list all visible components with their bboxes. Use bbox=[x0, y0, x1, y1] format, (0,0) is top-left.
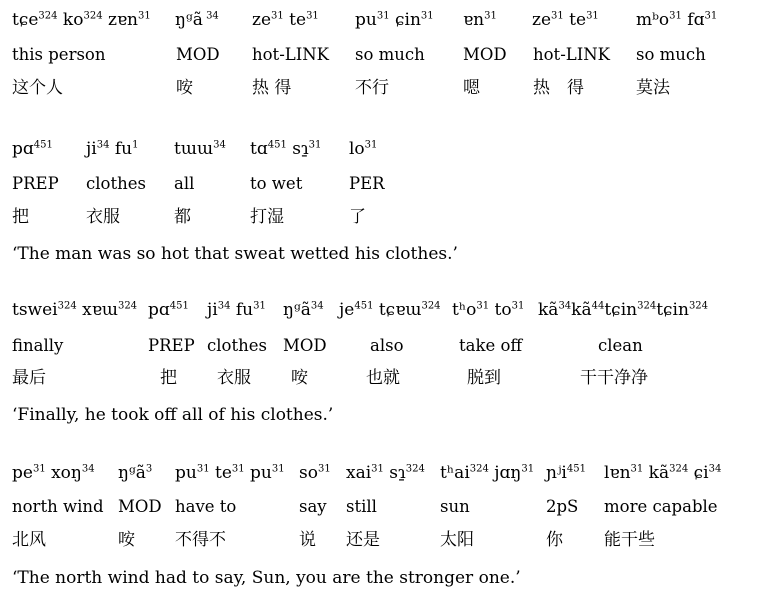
phonetic-word bbox=[339, 302, 441, 319]
phonetic-segment: to bbox=[489, 300, 512, 320]
tone-number: 31 bbox=[420, 10, 434, 22]
phonetic-word bbox=[118, 465, 152, 482]
tone-number: 451 bbox=[267, 139, 287, 151]
tone-number: 1 bbox=[132, 139, 139, 151]
phonetic-segment: ɐn bbox=[463, 10, 485, 30]
gloss-word: so much bbox=[636, 45, 706, 64]
gloss-word: have to bbox=[175, 497, 237, 516]
phonetic-segment: kã bbox=[571, 300, 592, 320]
free-translation: ‘The north wind had to say, Sun, you are the stronger one.’ bbox=[12, 568, 521, 588]
tone-number: 31 bbox=[231, 463, 245, 475]
phonetic-word bbox=[12, 465, 95, 482]
chinese-word: 不行 bbox=[355, 78, 389, 98]
gloss-word: MOD bbox=[463, 45, 507, 64]
phonetic-word bbox=[299, 465, 331, 482]
phonetic-segment: xoŋ bbox=[45, 463, 82, 483]
chinese-word: 热 得 bbox=[533, 78, 584, 98]
gloss-word: 2pS bbox=[546, 497, 579, 516]
phonetic-segment: tʰo bbox=[452, 300, 477, 320]
gloss-word: this person bbox=[12, 45, 106, 64]
chinese-word: 不得不 bbox=[175, 530, 226, 550]
phonetic-segment: jɑŋ bbox=[488, 463, 522, 483]
phonetic-word bbox=[12, 141, 53, 158]
chinese-word: 说 bbox=[299, 530, 316, 550]
gloss-word: PREP bbox=[12, 174, 59, 193]
phonetic-word bbox=[604, 465, 721, 482]
phonetic-segment: mᵇo bbox=[636, 10, 670, 30]
phonetic-segment: je bbox=[339, 300, 355, 320]
phonetic-segment: zɐn bbox=[102, 10, 139, 30]
phonetic-segment: te bbox=[209, 463, 232, 483]
chinese-word: 衣服 bbox=[217, 368, 251, 388]
phonetic-segment: ji bbox=[207, 300, 218, 320]
chinese-word: 咹 bbox=[118, 530, 135, 550]
phonetic-segment: ŋᵍã bbox=[283, 300, 311, 320]
free-translation: ‘The man was so hot that sweat wetted his clothes.’ bbox=[12, 244, 458, 264]
tone-number: 324 bbox=[637, 300, 657, 312]
phonetic-word bbox=[636, 12, 717, 29]
tone-number: 44 bbox=[591, 300, 605, 312]
phonetic-word bbox=[12, 302, 137, 319]
chinese-word: 干干净净 bbox=[580, 368, 648, 388]
phonetic-word bbox=[175, 465, 285, 482]
gloss-word: hot-LINK bbox=[533, 45, 611, 64]
gloss-word: all bbox=[174, 174, 195, 193]
tone-number: 324 bbox=[688, 300, 709, 312]
chinese-word: 咹 bbox=[291, 368, 308, 388]
phonetic-segment: tɕɐɯ bbox=[373, 300, 422, 320]
phonetic-segment: fu bbox=[109, 139, 133, 159]
phonetic-segment: ko bbox=[57, 10, 84, 30]
phonetic-segment: pu bbox=[355, 10, 377, 30]
phonetic-word bbox=[283, 302, 324, 319]
chinese-word: 打湿 bbox=[250, 207, 284, 227]
tone-number: 31 bbox=[630, 463, 644, 475]
phonetic-word bbox=[349, 141, 377, 158]
phonetic-word bbox=[452, 302, 524, 319]
gloss-word: PER bbox=[349, 174, 385, 193]
tone-number: 31 bbox=[586, 10, 599, 22]
phonetic-word bbox=[207, 302, 266, 319]
phonetic-segment: tɕe bbox=[12, 10, 39, 30]
tone-number: 31 bbox=[704, 10, 718, 22]
gloss-word: take off bbox=[459, 336, 523, 355]
tone-number: 31 bbox=[196, 463, 210, 475]
gloss-word: hot-LINK bbox=[252, 45, 330, 64]
chinese-word: 这个人 bbox=[12, 78, 63, 98]
gloss-word: north wind bbox=[12, 497, 104, 516]
tone-number: 324 bbox=[469, 463, 489, 475]
phonetic-word bbox=[532, 12, 599, 29]
tone-number: 31 bbox=[317, 463, 331, 475]
chinese-word: 你 bbox=[546, 530, 563, 550]
chinese-word: 北风 bbox=[12, 530, 46, 550]
phonetic-word bbox=[463, 12, 497, 29]
tone-number: 31 bbox=[371, 463, 384, 475]
chinese-word: 咹 bbox=[176, 78, 193, 98]
phonetic-word bbox=[538, 302, 708, 319]
tone-number: 324 bbox=[117, 300, 138, 312]
tone-number: 31 bbox=[476, 300, 490, 312]
phonetic-segment: pɑ bbox=[12, 139, 34, 159]
phonetic-segment: tswei bbox=[12, 300, 58, 320]
tone-number: 3 bbox=[145, 463, 153, 475]
phonetic-segment: pu bbox=[175, 463, 197, 483]
tone-number: 324 bbox=[669, 463, 689, 475]
phonetic-segment: xɐɯ bbox=[76, 300, 118, 320]
phonetic-segment: te bbox=[283, 10, 307, 30]
tone-number: 31 bbox=[271, 463, 285, 475]
gloss-word: so much bbox=[355, 45, 425, 64]
phonetic-segment: ze bbox=[532, 10, 552, 30]
tone-number: 31 bbox=[32, 463, 46, 475]
phonetic-segment: ŋᵍã bbox=[118, 463, 146, 483]
phonetic-segment: ɲʲi bbox=[546, 463, 567, 483]
phonetic-word bbox=[12, 12, 151, 29]
tone-number: 324 bbox=[57, 300, 77, 312]
phonetic-segment: pu bbox=[244, 463, 272, 483]
phonetic-segment: xai bbox=[346, 463, 372, 483]
tone-number: 34 bbox=[217, 300, 231, 312]
phonetic-segment: lo bbox=[349, 139, 365, 159]
phonetic-segment: fɑ bbox=[681, 10, 705, 30]
phonetic-segment: so bbox=[299, 463, 318, 483]
tone-number: 31 bbox=[376, 10, 390, 22]
tone-number: 324 bbox=[83, 10, 103, 22]
tone-number: 34 bbox=[202, 10, 219, 22]
gloss-word: MOD bbox=[283, 336, 327, 355]
phonetic-word bbox=[86, 141, 138, 158]
tone-number: 31 bbox=[271, 10, 284, 22]
phonetic-segment: tɯɯ bbox=[174, 139, 214, 159]
gloss-word: MOD bbox=[176, 45, 220, 64]
free-translation: ‘Finally, he took off all of his clothes.’ bbox=[12, 405, 334, 425]
phonetic-segment: ŋᵍã bbox=[175, 10, 203, 30]
phonetic-segment: kã bbox=[643, 463, 670, 483]
chinese-word: 把 bbox=[160, 368, 177, 388]
phonetic-word bbox=[346, 465, 425, 482]
chinese-word: 了 bbox=[349, 207, 366, 227]
gloss-word: PREP bbox=[148, 336, 195, 355]
chinese-word: 最后 bbox=[12, 368, 46, 388]
phonetic-word bbox=[250, 141, 321, 158]
tone-number: 451 bbox=[169, 300, 189, 312]
phonetic-segment: pe bbox=[12, 463, 33, 483]
tone-number: 324 bbox=[405, 463, 425, 475]
chinese-word: 都 bbox=[174, 207, 191, 227]
gloss-word: more capable bbox=[604, 497, 718, 516]
phonetic-word bbox=[355, 12, 434, 29]
chinese-word: 脱到 bbox=[467, 368, 501, 388]
gloss-word: MOD bbox=[118, 497, 162, 516]
tone-number: 31 bbox=[306, 10, 319, 22]
chinese-word: 把 bbox=[12, 207, 29, 227]
phonetic-segment: te bbox=[563, 10, 587, 30]
gloss-word: say bbox=[299, 497, 327, 516]
phonetic-segment: tɑ bbox=[250, 139, 268, 159]
phonetic-segment: pɑ bbox=[148, 300, 170, 320]
phonetic-word bbox=[440, 465, 534, 482]
tone-number: 451 bbox=[566, 463, 586, 475]
tone-number: 34 bbox=[81, 463, 95, 475]
phonetic-segment: kã bbox=[538, 300, 559, 320]
tone-number: 31 bbox=[308, 139, 322, 151]
phonetic-segment: ɕin bbox=[389, 10, 421, 30]
chinese-word: 太阳 bbox=[440, 530, 474, 550]
gloss-word: also bbox=[370, 336, 404, 355]
gloss-word: to wet bbox=[250, 174, 303, 193]
chinese-word: 热 得 bbox=[252, 78, 292, 98]
tone-number: 34 bbox=[558, 300, 572, 312]
phonetic-segment: sɿ̱ bbox=[383, 463, 406, 483]
phonetic-segment: ɕi bbox=[688, 463, 709, 483]
phonetic-segment: tʰai bbox=[440, 463, 470, 483]
chinese-word: 衣服 bbox=[86, 207, 120, 227]
tone-number: 31 bbox=[364, 139, 378, 151]
gloss-word: clean bbox=[598, 336, 643, 355]
tone-number: 34 bbox=[708, 463, 722, 475]
phonetic-segment: tɕin bbox=[656, 300, 689, 320]
chinese-word: 能干些 bbox=[604, 530, 655, 550]
tone-number: 31 bbox=[551, 10, 564, 22]
tone-number: 451 bbox=[354, 300, 374, 312]
chinese-word: 莫法 bbox=[636, 78, 670, 98]
phonetic-word bbox=[175, 12, 219, 29]
gloss-word: clothes bbox=[207, 336, 267, 355]
tone-number: 31 bbox=[484, 10, 497, 22]
phonetic-segment: lɐn bbox=[604, 463, 631, 483]
gloss-word: still bbox=[346, 497, 377, 516]
chinese-word: 也就 bbox=[366, 368, 400, 388]
gloss-word: sun bbox=[440, 497, 470, 516]
phonetic-segment: sɿ̱ bbox=[286, 139, 309, 159]
chinese-word: 嗯 bbox=[463, 78, 480, 98]
gloss-word: finally bbox=[12, 336, 64, 355]
phonetic-word bbox=[148, 302, 189, 319]
chinese-word: 还是 bbox=[346, 530, 380, 550]
tone-number: 31 bbox=[253, 300, 266, 312]
phonetic-segment: tɕin bbox=[604, 300, 638, 320]
gloss-word: clothes bbox=[86, 174, 146, 193]
phonetic-word bbox=[546, 465, 586, 482]
tone-number: 34 bbox=[310, 300, 324, 312]
tone-number: 31 bbox=[521, 463, 535, 475]
tone-number: 31 bbox=[138, 10, 151, 22]
tone-number: 31 bbox=[511, 300, 525, 312]
phonetic-segment: ze bbox=[252, 10, 272, 30]
tone-number: 34 bbox=[213, 139, 226, 151]
phonetic-word bbox=[174, 141, 226, 158]
phonetic-word bbox=[252, 12, 319, 29]
tone-number: 324 bbox=[421, 300, 441, 312]
tone-number: 451 bbox=[33, 139, 53, 151]
tone-number: 34 bbox=[96, 139, 110, 151]
tone-number: 324 bbox=[38, 10, 58, 22]
tone-number: 31 bbox=[669, 10, 682, 22]
phonetic-segment: ji bbox=[86, 139, 97, 159]
phonetic-segment: fu bbox=[230, 300, 254, 320]
